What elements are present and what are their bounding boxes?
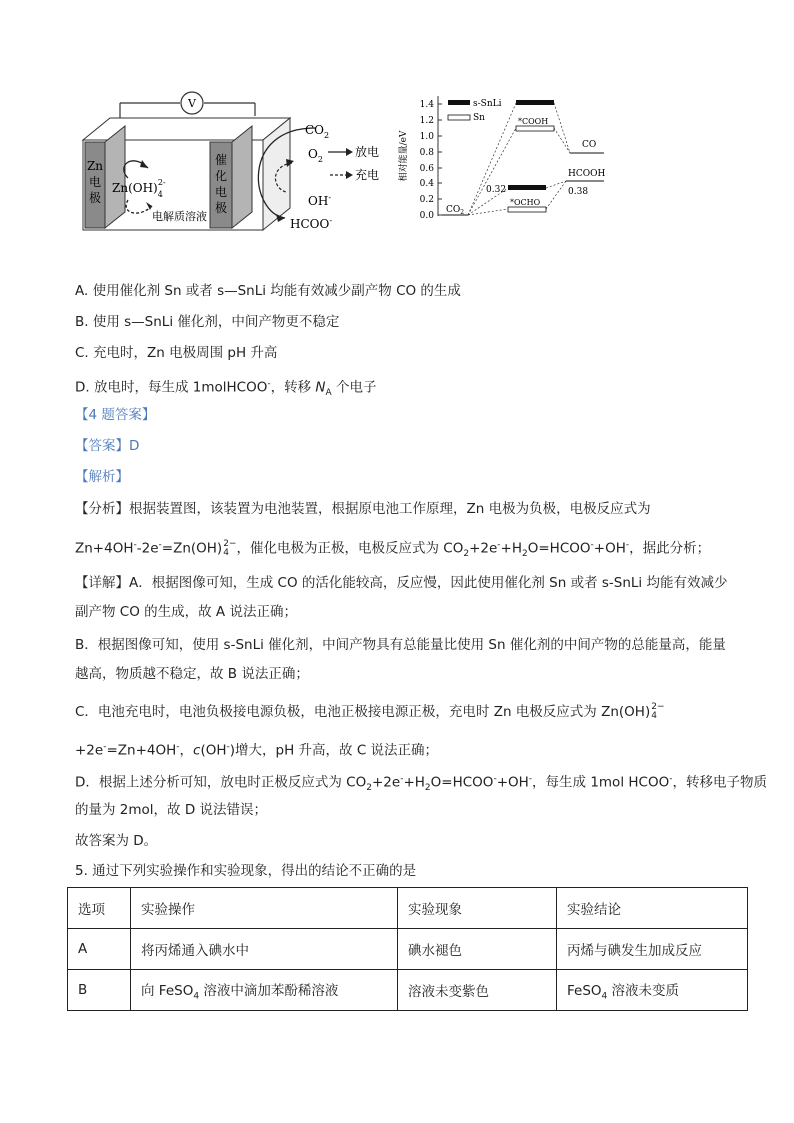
cell-phenomenon: 溶液未变紫色: [398, 970, 557, 1011]
oh-label: OH-: [308, 193, 332, 208]
zn-species: $Zn(OH)_42-$: [112, 178, 166, 199]
header-operation: 实验操作: [131, 888, 398, 929]
co2-label: $CO_2$: [305, 123, 330, 140]
ytick: 0.6: [419, 164, 434, 174]
header-phenomenon: 实验现象: [398, 888, 557, 929]
detail-a-2: 副产物 CO 的生成，故 A 说法正确；: [75, 604, 297, 620]
detail-d-2: 的量为 2mol，故 D 说法错误；: [75, 802, 268, 818]
cell-option: A: [68, 929, 131, 970]
detail-c-2: +2e-=Zn+4OH-，c(OH-)增大，pH 升高，故 C 说法正确；: [75, 742, 439, 759]
option-a: A. 使用催化剂 Sn 或者 s—SnLi 均能有效减少副产物 CO 的生成: [75, 283, 461, 299]
option-d: D. 放电时，每生成 1molHCOO-，转移 $N_A$ 个电子: [75, 379, 377, 399]
option-c: C. 充电时，Zn 电极周围 pH 升高: [75, 345, 278, 361]
ytick: 0.0: [419, 211, 434, 221]
answer: 【答案】D: [75, 438, 140, 454]
catalyst-electrode-label-4: 极: [214, 201, 228, 215]
table-row: [68, 929, 748, 970]
catalyst-electrode-label-3: 电: [214, 185, 228, 199]
voltmeter-label: V: [188, 97, 196, 110]
cell-option: B: [68, 970, 131, 1011]
detail-c-1: C．电池充电时，电池负极接电源负极，电池正极接电源正极，充电时 Zn 电极反应式为 Zn(OH) 2− 4: [75, 702, 665, 721]
co-product-label: CO: [582, 140, 597, 150]
ocho-label: *OCHO: [510, 198, 541, 207]
hcooh-label: HCOOH: [568, 169, 606, 179]
cell-operation: 将丙烯通入碘水中: [131, 929, 398, 970]
cell-phenomenon: 碘水褪色: [398, 929, 557, 970]
catalyst-electrode-label-1: 催: [214, 153, 228, 167]
cooh-label: *COOH: [518, 117, 549, 126]
option-b: B. 使用 s—SnLi 催化剂，中间产物更不稳定: [75, 314, 340, 330]
zn-electrode-label-1: Zn: [86, 159, 104, 173]
co2-level-label: $CO_2$: [446, 205, 465, 216]
zn-electrode-label-2: 电: [88, 175, 102, 189]
q5-stem: 5. 通过下列实验操作和实验现象，得出的结论不正确的是: [75, 863, 417, 879]
ytick: 1.2: [419, 116, 434, 126]
ytick: 0.4: [419, 179, 434, 189]
analysis-header: 【解析】: [75, 469, 129, 485]
conclusion: 故答案为 D。: [75, 833, 158, 849]
legend-sn: Sn: [473, 113, 485, 123]
o2-label: $O_2$: [308, 147, 323, 164]
header-conclusion: 实验结论: [557, 888, 748, 929]
legend-swatch-sn: [448, 115, 470, 120]
value-038: 0.38: [568, 187, 589, 197]
legend-swatch-snli: [448, 100, 470, 105]
detail-b-2: 越高，物质越不稳定，故 B 说法正确；: [75, 666, 309, 682]
ytick: 1.4: [419, 100, 434, 110]
ytick: 1.0: [419, 132, 434, 142]
hcoo-label: HCOO-: [290, 216, 333, 231]
ytick: 0.2: [419, 195, 434, 205]
value-032: 0.32: [486, 185, 507, 195]
detail-d-1: D．根据上述分析可知，放电时正极反应式为 $CO_2+2e^-+H_2O=HCOO^-+OH^-$，每生成 1mol HCOO-，转移电子物质: [75, 774, 767, 794]
cell-operation: 向 FeSO$_4$ 溶液中滴加苯酚稀溶液: [131, 970, 398, 1011]
table-header-row: [68, 888, 748, 929]
analysis-p2: Zn+4OH--2e-=Zn(OH) 2− 4 ，催化电极为正极，电极反应式为 $CO_2+2e^-+H_2O=HCOO^-+OH^-$，据此分析；: [75, 538, 711, 560]
zn-electrode-label-3: 极: [88, 191, 102, 205]
charge-label: 充电: [355, 168, 380, 182]
ytick: 0.8: [419, 148, 434, 158]
answer-header: 【4 题答案】: [75, 407, 156, 423]
battery-diagram: [80, 88, 410, 238]
analysis-p1: 【分析】根据装置图，该装置为电池装置，根据原电池工作原理，Zn 电极为负极，电极反应式为: [75, 501, 651, 517]
table-row: [68, 970, 748, 1011]
q5-table: [67, 887, 748, 1011]
energy-diagram: [398, 88, 618, 223]
detail-a-1: 【详解】A．根据图像可知，生成 CO 的活化能较高，反应慢，因此使用催化剂 Sn 或者 s-SnLi 均能有效减少: [75, 575, 728, 591]
cell-conclusion: FeSO$_4$ 溶液未变质: [557, 970, 748, 1011]
legend-snli: s-SnLi: [473, 99, 502, 109]
discharge-label: 放电: [355, 145, 380, 159]
energy-y-label: 相对能量/eV: [399, 130, 409, 182]
cell-conclusion: 丙烯与碘发生加成反应: [557, 929, 748, 970]
detail-b-1: B．根据图像可知，使用 s-SnLi 催化剂，中间产物具有总能量比使用 Sn 催化剂的中间产物的总能量高，能量: [75, 637, 726, 653]
electrolyte-label: 电解质溶液: [152, 210, 207, 223]
catalyst-electrode-label-2: 化: [214, 169, 228, 183]
header-option: 选项: [68, 888, 131, 929]
